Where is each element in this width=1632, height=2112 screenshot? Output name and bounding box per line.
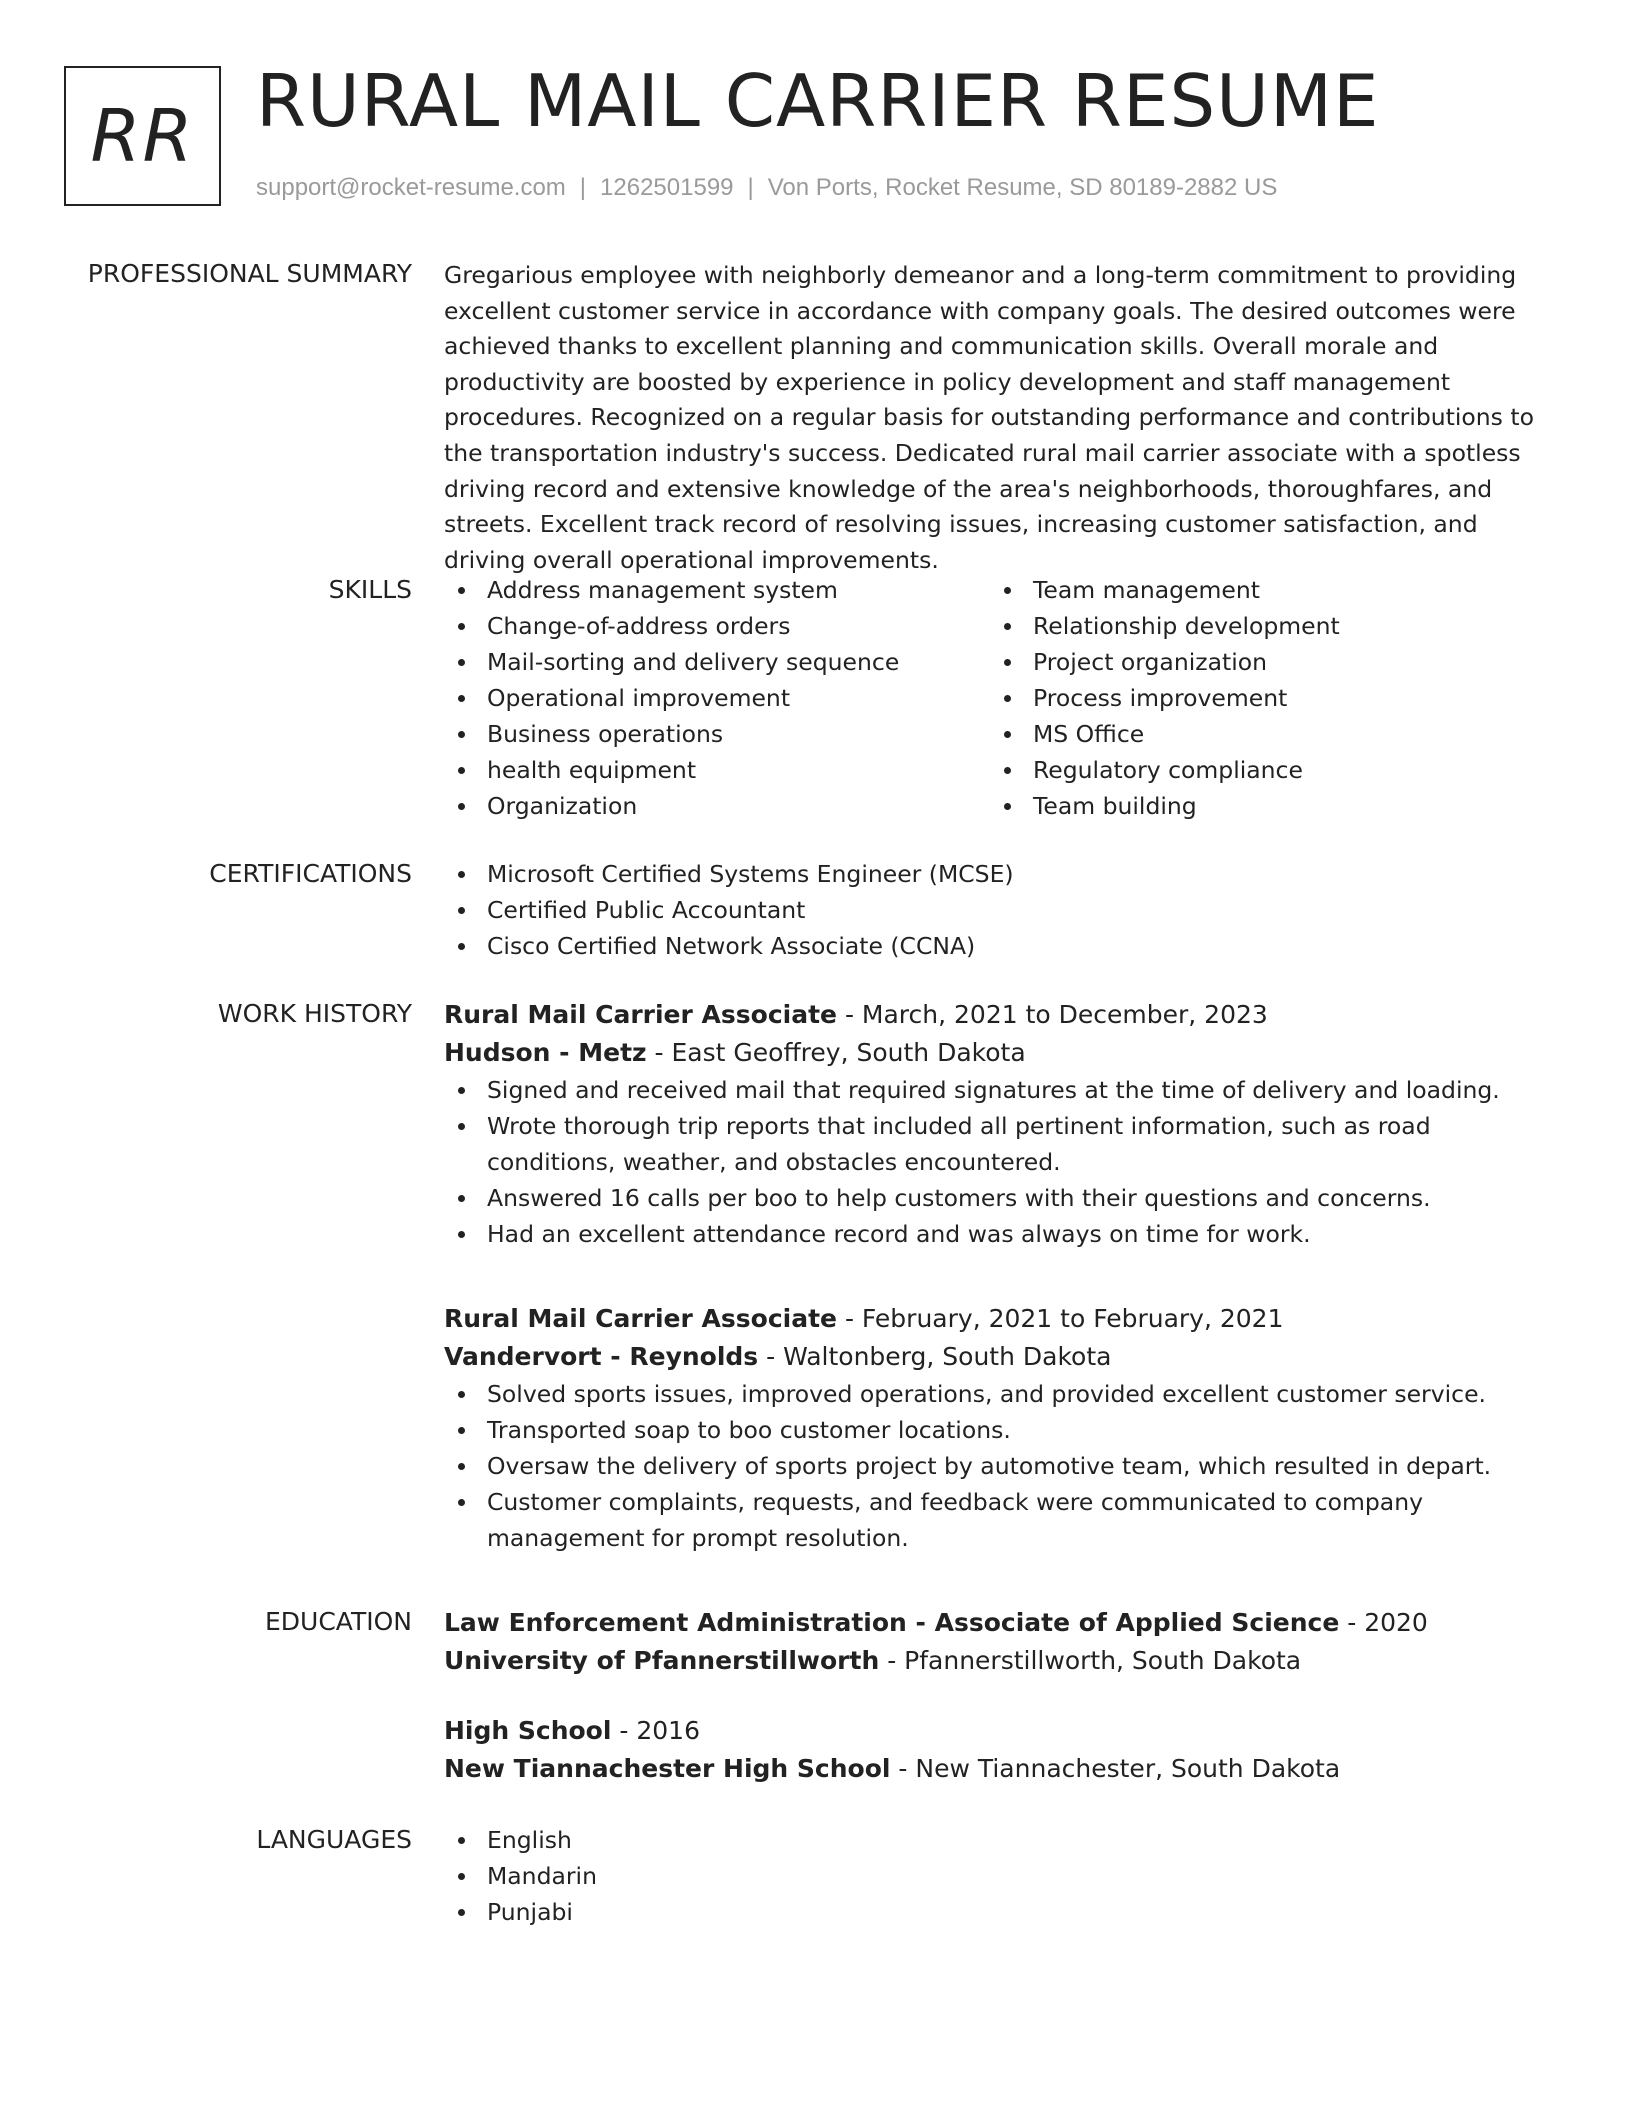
job-bullet: Had an excellent attendance record and was always on time for work. xyxy=(444,1216,1544,1252)
contact-phone: 1262501599 xyxy=(600,174,734,201)
job-bullet: Answered 16 calls per boo to help customers with their questions and concerns. xyxy=(444,1180,1544,1216)
job-dates: - February, 2021 to February, 2021 xyxy=(837,1304,1284,1333)
monogram-logo xyxy=(64,66,221,206)
skill-item: Change-of-address orders xyxy=(444,608,899,644)
job-bullet: Customer complaints, requests, and feedback were communicated to company management for prompt resolution. xyxy=(444,1484,1544,1556)
education-location: - New Tiannachester, South Dakota xyxy=(890,1754,1341,1783)
skill-item: Organization xyxy=(444,788,899,824)
section-label-work-history: WORK HISTORY xyxy=(217,999,412,1028)
skill-item: Mail-sorting and delivery sequence xyxy=(444,644,899,680)
languages-list xyxy=(444,1822,1544,1930)
education-school-line xyxy=(444,1750,1340,1788)
skill-item: Business operations xyxy=(444,716,899,752)
education-entry xyxy=(444,1604,1544,1680)
section-label-languages: LANGUAGES xyxy=(256,1825,412,1854)
section-label-education: EDUCATION xyxy=(265,1607,412,1636)
job-company: Vandervort - Reynolds xyxy=(444,1342,759,1371)
certification-item: Microsoft Certified Systems Engineer (MCSE) xyxy=(444,856,1544,892)
certifications-body xyxy=(444,856,1544,964)
job-location: - Waltonberg, South Dakota xyxy=(758,1342,1112,1371)
contact-address: Von Ports, Rocket Resume, SD 80189-2882 US xyxy=(767,174,1278,201)
education-school: New Tiannachester High School xyxy=(444,1754,891,1783)
job-bullet: Signed and received mail that required signatures at the time of delivery and loading. xyxy=(444,1072,1544,1108)
job-title: Rural Mail Carrier Associate xyxy=(444,1304,837,1333)
job-entry xyxy=(444,1300,1544,1556)
section-label-skills: SKILLS xyxy=(328,575,412,604)
contact-separator: | xyxy=(579,174,587,201)
education-location: - Pfannerstillworth, South Dakota xyxy=(879,1646,1302,1675)
contact-separator: | xyxy=(747,174,754,201)
languages-body xyxy=(444,1822,1544,1930)
skill-item: MS Office xyxy=(990,716,1340,752)
certification-item: Certified Public Accountant xyxy=(444,892,1544,928)
skill-item: Process improvement xyxy=(990,680,1340,716)
skills-list-left xyxy=(444,572,899,824)
education-school-line xyxy=(444,1642,1544,1680)
skill-item: Address management system xyxy=(444,572,899,608)
education-body xyxy=(444,1604,1544,1783)
language-item: English xyxy=(444,1822,1544,1858)
job-company-line xyxy=(444,1034,1544,1072)
education-degree-line xyxy=(444,1712,1340,1750)
summary-body xyxy=(444,258,1544,578)
job-company: Hudson - Metz xyxy=(444,1038,647,1067)
job-bullets xyxy=(444,1376,1544,1556)
skills-columns xyxy=(444,572,1544,824)
skill-item: Project organization xyxy=(990,644,1340,680)
certification-item: Cisco Certified Network Associate (CCNA) xyxy=(444,928,1544,964)
education-degree-line xyxy=(444,1604,1544,1642)
skill-item: Team building xyxy=(990,788,1340,824)
skill-item: health equipment xyxy=(444,752,899,788)
certifications-list xyxy=(444,856,1544,964)
job-bullets xyxy=(444,1072,1544,1252)
skill-item: Team management xyxy=(990,572,1340,608)
job-bullet: Wrote thorough trip reports that included all pertinent information, such as road conditions, weather, and obstacles encountered. xyxy=(444,1108,1544,1180)
education-degree: Law Enforcement Administration - Associate of Applied Science xyxy=(444,1608,1340,1637)
section-label-summary: PROFESSIONAL SUMMARY xyxy=(87,259,412,288)
job-title: Rural Mail Carrier Associate xyxy=(444,1000,837,1029)
skills-body xyxy=(444,572,1544,824)
monogram-initials: RR xyxy=(90,94,195,178)
job-bullet: Oversaw the delivery of sports project by automotive team, which resulted in depart. xyxy=(444,1448,1544,1484)
job-dates: - March, 2021 to December, 2023 xyxy=(837,1000,1268,1029)
job-company-line xyxy=(444,1338,1544,1376)
page-title: RURAL MAIL CARRIER RESUME xyxy=(256,59,1380,143)
job-bullet: Solved sports issues, improved operations, and provided excellent customer service. xyxy=(444,1376,1544,1412)
education-year: - 2020 xyxy=(1339,1608,1428,1637)
language-item: Punjabi xyxy=(444,1894,1544,1930)
contact-line xyxy=(256,172,1277,204)
work-history-body xyxy=(444,996,1544,1552)
education-school: University of Pfannerstillworth xyxy=(444,1646,880,1675)
skills-list-right xyxy=(990,572,1340,824)
job-location: - East Geoffrey, South Dakota xyxy=(646,1038,1026,1067)
skill-item: Relationship development xyxy=(990,608,1340,644)
contact-email: support@rocket-resume.com xyxy=(256,174,566,201)
education-year: - 2016 xyxy=(611,1716,700,1745)
language-item: Mandarin xyxy=(444,1858,1544,1894)
skill-item: Regulatory compliance xyxy=(990,752,1340,788)
job-bullet: Transported soap to boo customer locations. xyxy=(444,1412,1544,1448)
job-title-line xyxy=(444,1300,1544,1338)
summary-text: Gregarious employee with neighborly demeanor and a long-term commitment to providing excellent customer service in accordance with company goals. The desired outcomes were achieved thanks to excellent planning and communication skills. Overall morale and productivity are boosted by experience in policy development and staff management procedures. Recognized on a regular basis for outstanding performance and contributions to the transportation industry's success. Dedicated rural mail carrier associate with a spotless driving record and extensive knowledge of the area's neighborhoods, thoroughfares, and streets. Excellent track record of resolving issues, increasing customer satisfaction, and driving overall operational improvements. xyxy=(444,261,1534,574)
education-entry xyxy=(444,1712,1340,1788)
skill-item: Operational improvement xyxy=(444,680,899,716)
education-degree: High School xyxy=(444,1716,612,1745)
job-title-line xyxy=(444,996,1544,1034)
section-label-certifications: CERTIFICATIONS xyxy=(209,859,412,888)
job-entry xyxy=(444,996,1544,1252)
